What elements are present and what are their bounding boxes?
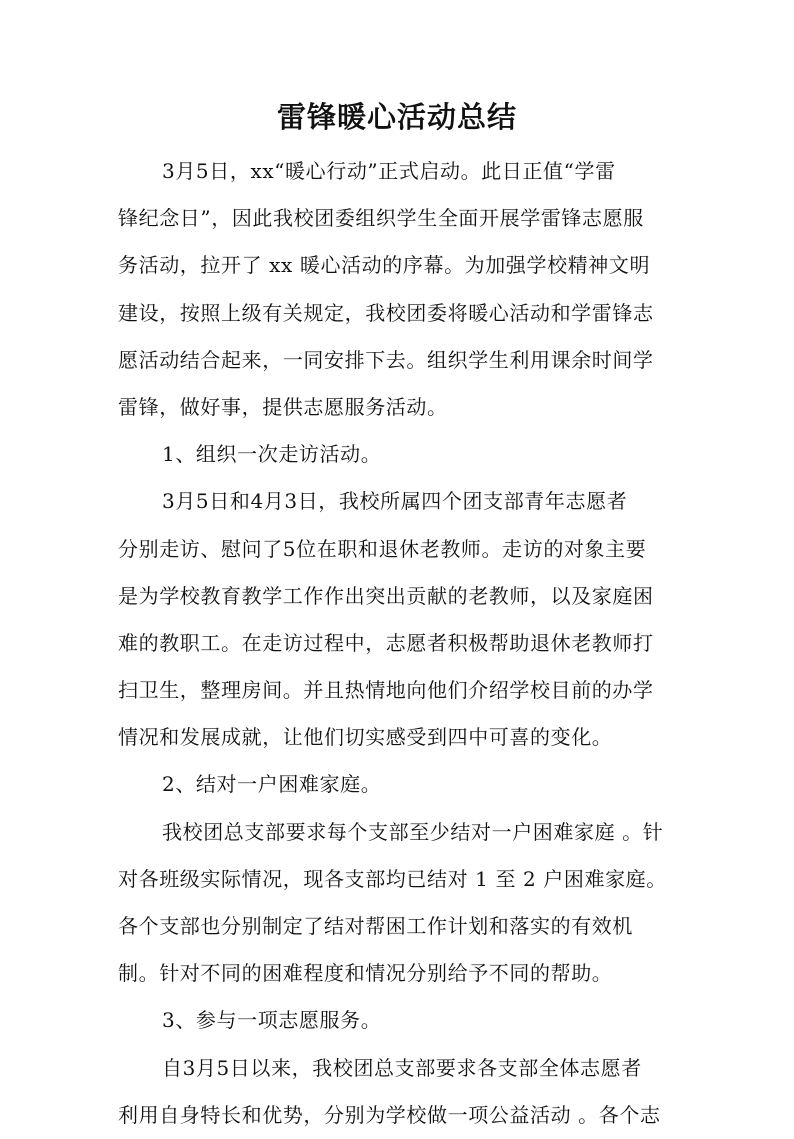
section-heading: 3、参与一项志愿服务。 <box>162 1008 382 1033</box>
text-line: 情况和发展成就，让他们切实感受到四中可喜的变化。 <box>118 725 613 750</box>
document-title: 雷锋暖心活动总结 <box>276 100 517 134</box>
text-line: 制。针对不同的困难程度和情况分别给予不同的帮助。 <box>118 961 613 986</box>
text-line: 难的教职工。在走访过程中，志愿者积极帮助退休老教师打 <box>118 630 654 655</box>
text-line: 各个支部也分别制定了结对帮困工作计划和落实的有效机 <box>118 914 633 938</box>
text-line: 对各班级实际情况，现各支部均已结对 1 至 2 户困难家庭。 <box>118 866 667 891</box>
text-line: 我校团总支部要求每个支部至少结对一户困难家庭 。针 <box>162 819 664 844</box>
text-line: 雷锋，做好事，提供志愿服务活动。 <box>118 394 448 419</box>
text-line: 自3月5日以来，我校团总支部要求各支部全体志愿者 <box>162 1055 642 1080</box>
text-line: 分别走访、慰问了5位在职和退休老教师。走访的对象主要 <box>118 536 647 561</box>
text-line: 锋纪念日”，因此我校团委组织学生全面开展学雷锋志愿服 <box>118 206 644 231</box>
document-body <box>118 148 698 1139</box>
text-line: 利用自身特长和优势，分别为学校做一项公益活动 。各个志 <box>118 1102 661 1127</box>
section-heading: 2、结对一户困难家庭。 <box>162 772 382 797</box>
text-line: 扫卫生，整理房间。并且热情地向他们介绍学校目前的办学 <box>118 678 654 703</box>
text-line: 建设，按照上级有关规定，我校团委将暖心活动和学雷锋志 <box>118 300 654 325</box>
text-line: 愿活动结合起来，一同安排下去。组织学生利用课余时间学 <box>118 347 654 372</box>
section-heading: 1、组织一次走访活动。 <box>162 442 382 467</box>
text-line: 3月5日，xx“暖心行动”正式启动。此日正值“学雷 <box>162 159 616 183</box>
text-line: 是为学校教育教学工作作出突出贡献的老教师，以及家庭困 <box>118 583 654 608</box>
text-line: 3月5日和4月3日，我校所属四个团支部青年志愿者 <box>162 489 628 514</box>
text-line: 务活动，拉开了 xx 暖心活动的序幕。为加强学校精神文明 <box>118 253 651 278</box>
